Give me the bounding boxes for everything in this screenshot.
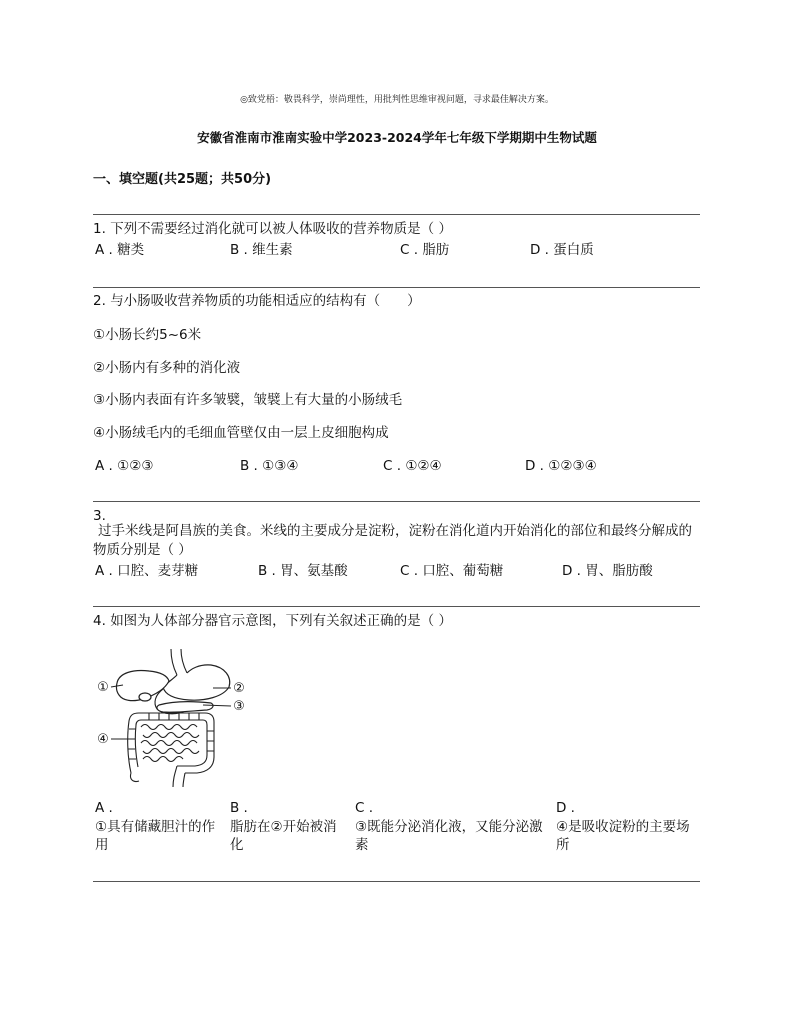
appendix-shape — [130, 773, 139, 782]
question-text: 下列不需要经过消化就可以被人体吸收的营养物质是（ ） — [110, 221, 452, 237]
option-label: B . — [240, 458, 258, 474]
header-motto: ◎致党梧：敬畏科学，崇尚理性，用批判性思维审视问题，寻求最佳解决方案。 — [240, 95, 554, 105]
question-text: 与小肠吸收营养物质的功能相适应的结构有（ ） — [110, 293, 421, 309]
question-2-statement-3: ③小肠内表面有许多皱襞，皱襞上有大量的小肠绒毛 — [93, 392, 403, 408]
option-text: 口腔、麦芽糖 — [117, 563, 199, 579]
option-label: D . — [562, 563, 581, 579]
option-label: B . — [230, 242, 248, 258]
question-3-option-c — [400, 562, 503, 580]
question-4-option-c — [355, 799, 543, 855]
option-label: C . — [355, 800, 374, 816]
question-2-option-d — [525, 457, 597, 475]
option-text: ①③④ — [262, 458, 299, 474]
pancreas-shape — [157, 702, 213, 713]
question-number: 1. — [93, 221, 106, 237]
question-4-option-a — [95, 799, 215, 855]
question-2-statement-4: ④小肠绒毛内的毛细血管壁仅由一层上皮细胞构成 — [93, 425, 389, 441]
digestive-system-diagram — [93, 645, 253, 790]
question-3-option-a — [95, 562, 198, 580]
question-1-stem — [93, 220, 452, 238]
option-label: C . — [400, 563, 419, 579]
option-label: A . — [95, 242, 113, 258]
question-2-option-b — [240, 457, 298, 475]
divider — [93, 501, 700, 502]
option-text-line: 脂肪在②开始被消 — [230, 818, 337, 835]
option-text: 胃、脂肪酸 — [585, 563, 653, 579]
esophagus-shape — [181, 649, 187, 673]
question-number: 4. — [93, 613, 106, 629]
exam-title: 安徽省淮南市淮南实验中学2023-2024学年七年级下学期期中生物试题 — [197, 130, 597, 145]
section-heading: 一、填空题(共25题；共50分) — [93, 172, 272, 187]
option-text: 胃、氨基酸 — [280, 563, 348, 579]
option-text-line: ①具有储藏胆汁的作 — [95, 818, 216, 835]
option-text-line: 素 — [355, 837, 369, 853]
esophagus-shape — [171, 649, 177, 675]
option-label: A . — [95, 563, 113, 579]
option-text: 脂肪 — [422, 242, 450, 258]
question-1-option-c — [400, 241, 449, 259]
question-3-stem-line-2: 物质分别是（ ） — [93, 542, 192, 558]
option-text-line: 所 — [556, 837, 570, 853]
option-text: 口腔、葡萄糖 — [422, 563, 504, 579]
rectum-shape — [183, 773, 185, 787]
figure-label-2: ② — [233, 681, 245, 696]
question-3-stem-line-1: 过手米线是阿昌族的美食。米线的主要成分是淀粉，淀粉在消化道内开始消化的部位和最终分解成的 — [98, 523, 692, 539]
option-text-line: 用 — [95, 837, 109, 853]
option-label: A . — [95, 458, 113, 474]
question-1-option-b — [230, 241, 293, 259]
divider — [93, 214, 700, 215]
rectum-shape — [173, 766, 177, 787]
question-3-number: 3. — [93, 508, 106, 524]
gallbladder-shape — [139, 693, 151, 701]
question-3-option-d — [562, 562, 653, 580]
question-2-stem — [93, 292, 421, 310]
question-4-option-b — [230, 799, 337, 855]
question-number: 2. — [93, 293, 106, 309]
question-4-option-d — [556, 799, 690, 855]
option-label: D . — [525, 458, 544, 474]
question-1-option-a — [95, 241, 144, 259]
small-intestine-shape — [141, 725, 199, 762]
option-text: ①②③④ — [548, 458, 597, 474]
large-intestine-inner — [135, 720, 207, 767]
figure-label-3: ③ — [233, 699, 245, 714]
question-2-statement-2: ②小肠内有多种的消化液 — [93, 360, 241, 376]
option-text: ①②④ — [405, 458, 442, 474]
divider — [93, 881, 700, 882]
option-label: B . — [258, 563, 276, 579]
option-text: 维生素 — [252, 242, 293, 258]
option-label: C . — [400, 242, 419, 258]
option-label: B . — [230, 800, 248, 816]
option-label: A . — [95, 800, 113, 816]
question-2-option-a — [95, 457, 153, 475]
option-text-line: 化 — [230, 837, 244, 853]
stomach-shape — [163, 665, 230, 700]
question-1-option-d — [530, 241, 594, 259]
option-text: 蛋白质 — [553, 242, 594, 258]
option-label: C . — [383, 458, 402, 474]
option-text: ①②③ — [117, 458, 154, 474]
figure-label-1: ① — [97, 680, 109, 695]
option-label: D . — [530, 242, 549, 258]
figure-label-4: ④ — [97, 732, 109, 747]
question-2-statement-1: ①小肠长约5~6米 — [93, 327, 202, 343]
option-label: D . — [556, 800, 575, 816]
option-text: 糖类 — [117, 242, 145, 258]
question-3-option-b — [258, 562, 348, 580]
question-4-stem — [93, 612, 452, 630]
option-text-line: ③既能分泌消化液，又能分泌激 — [355, 818, 543, 835]
divider — [93, 287, 700, 288]
question-2-option-c — [383, 457, 442, 475]
question-text: 如图为人体部分器官示意图，下列有关叙述正确的是（ ） — [110, 613, 452, 629]
divider — [93, 606, 700, 607]
option-text-line: ④是吸收淀粉的主要场 — [556, 818, 690, 835]
